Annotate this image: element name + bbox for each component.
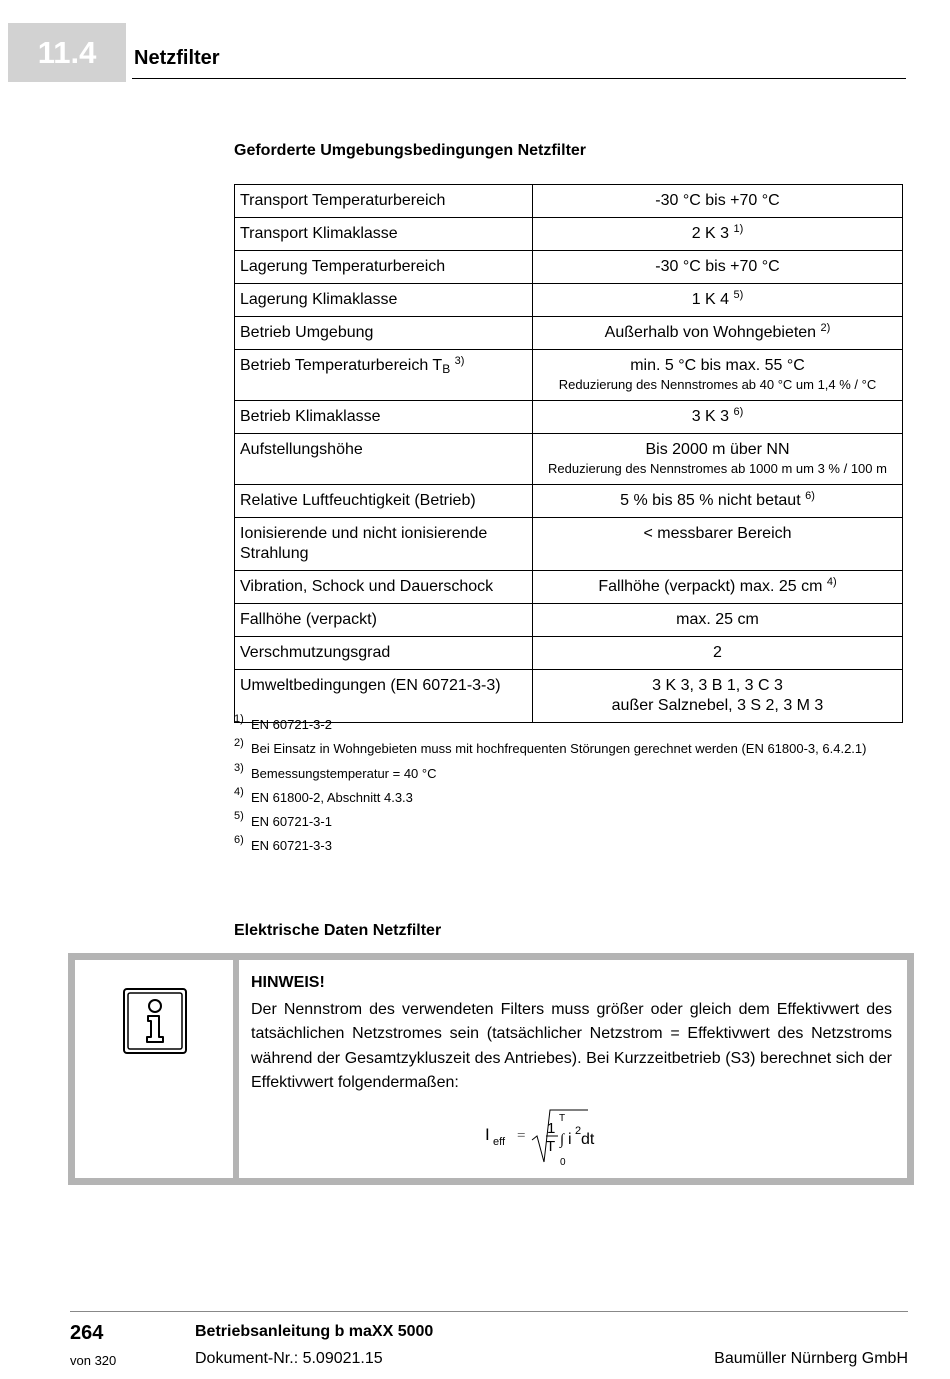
param-cell: [235, 284, 533, 317]
param-label: Ionisierende und nicht ionisierende Strahlung: [240, 525, 488, 562]
table-row: [235, 284, 903, 317]
formula-exponent: 2: [575, 1125, 582, 1137]
param-cell: [235, 670, 533, 723]
param-cell: [235, 185, 533, 218]
section-number-badge: 11.4: [8, 23, 126, 82]
table-row: [235, 350, 903, 401]
formula-denominator: T: [546, 1138, 556, 1155]
value-text: 2: [713, 644, 722, 661]
param-label: Vibration, Schock und Dauerschock: [240, 578, 494, 595]
value-text: 3 K 3: [691, 408, 730, 425]
footnote-number: 4): [234, 785, 244, 798]
table-row: [235, 637, 903, 670]
value-footnote-ref: 4): [826, 576, 837, 588]
param-footnote-ref: 3): [454, 355, 465, 367]
note-divider: [233, 960, 239, 1178]
param-cell: [235, 604, 533, 637]
footnote-text: EN 60721-3-1: [251, 814, 332, 830]
value-text: 5 % bis 85 % nicht betaut: [620, 492, 801, 509]
value-cell: [533, 317, 903, 350]
param-label: Umweltbedingungen (EN 60721-3-3): [240, 677, 501, 694]
value-text: 1 K 4: [691, 291, 730, 308]
value-cell: [533, 251, 903, 284]
param-label: Lagerung Klimaklasse: [240, 291, 398, 308]
value-text: -30 °C bis +70 °C: [655, 258, 780, 275]
table-row: [235, 317, 903, 350]
value-cell: [533, 284, 903, 317]
param-subscript: B: [442, 362, 451, 376]
company-name: Baumüller Nürnberg GmbH: [714, 1350, 908, 1367]
value-text: min. 5 °C bis max. 55 °C: [630, 357, 805, 374]
value-text: Fallhöhe (verpackt) max. 25 cm: [598, 578, 823, 595]
value-cell: [533, 670, 903, 723]
header-rule: [132, 78, 906, 79]
value-note: Reduzierung des Nennstromes ab 1000 m um 3 % / 100 m: [548, 461, 887, 476]
value-cell: [533, 350, 903, 401]
param-label: Fallhöhe (verpackt): [240, 611, 377, 628]
formula-equals: =: [517, 1128, 526, 1144]
param-label: Transport Klimaklasse: [240, 225, 398, 242]
param-cell: [235, 251, 533, 284]
value-cell: [533, 518, 903, 571]
integral-sign: ∫: [560, 1132, 565, 1148]
page-count: von 320: [70, 1353, 117, 1368]
table-row: [235, 518, 903, 571]
value-cell: [533, 637, 903, 670]
table-row: [235, 604, 903, 637]
param-cell: [235, 218, 533, 251]
footnote-text: Bei Einsatz in Wohngebieten muss mit hochfrequenten Störungen gerechnet werden (EN 61800-3, 6.4.2.1): [251, 741, 867, 757]
param-cell: [235, 317, 533, 350]
value-note: Reduzierung des Nennstromes ab 40 °C um 1,4 % / °C: [558, 377, 877, 392]
param-label: Transport Temperaturbereich: [240, 192, 446, 209]
formula-differential: dt: [581, 1131, 595, 1148]
electrical-data-heading: Elektrische Daten Netzfilter: [234, 922, 442, 939]
formula-upper-limit: T: [559, 1113, 566, 1124]
formula-numerator: 1: [547, 1120, 556, 1137]
table-row: [235, 571, 903, 604]
table-row: [235, 251, 903, 284]
footnote-number: 6): [234, 834, 244, 847]
value-footnote-ref: 1): [733, 223, 744, 235]
value-text: Bis 2000 m über NN: [645, 441, 790, 458]
value-cell: [533, 401, 903, 434]
note-body: Der Nennstrom des verwendeten Filters muss größer oder gleich dem Effektivwert des tatsächlichen Netzstromes sein (tatsächlicher Netzstrom = Effektivwert des Netzstroms während der Gesamtzykluszeit des Antriebes). Bei Kurzzeitbetrieb (S3) berechnet sich der Effektivwert folgendermaßen:: [251, 1001, 892, 1091]
env-conditions-table: [234, 184, 903, 723]
document-number: Dokument-Nr.: 5.09021.15: [195, 1350, 383, 1367]
value-text: 2 K 3: [691, 225, 730, 242]
value-text: max. 25 cm: [676, 611, 759, 628]
param-cell: [235, 434, 533, 485]
value-cell: [533, 185, 903, 218]
value-text: Außerhalb von Wohngebieten: [604, 324, 817, 341]
value-footnote-ref: 2): [820, 322, 831, 334]
param-cell: [235, 350, 533, 401]
param-label: Aufstellungshöhe: [240, 441, 363, 458]
footnote-text: EN 60721-3-3: [251, 838, 332, 854]
footnote-number: 2): [234, 737, 244, 750]
table-row: [235, 670, 903, 723]
table-row: [235, 185, 903, 218]
param-cell: [235, 637, 533, 670]
param-label: Betrieb Temperaturbereich T: [240, 357, 443, 374]
value-cell: [533, 218, 903, 251]
param-cell: [235, 401, 533, 434]
param-cell: [235, 518, 533, 571]
table-row: [235, 401, 903, 434]
formula-lhs: I: [485, 1125, 490, 1144]
table-row: [235, 218, 903, 251]
param-label: Betrieb Umgebung: [240, 324, 374, 341]
note-title: HINWEIS!: [251, 974, 325, 991]
formula-integrand: i: [568, 1131, 572, 1148]
footnote-number: 3): [234, 761, 244, 774]
footnote-text: EN 60721-3-2: [251, 717, 332, 732]
info-icon: [123, 988, 187, 1054]
param-cell: [235, 571, 533, 604]
value-cell: [533, 571, 903, 604]
value-text: < messbarer Bereich: [643, 525, 792, 542]
param-label: Betrieb Klimaklasse: [240, 408, 381, 425]
param-label: Relative Luftfeuchtigkeit (Betrieb): [240, 492, 476, 509]
table-row: [235, 485, 903, 518]
formula-lower-limit: 0: [560, 1157, 566, 1168]
value-text: 3 K 3, 3 B 1, 3 C 3: [652, 677, 783, 694]
value-footnote-ref: 6): [733, 406, 744, 418]
footnote-text: Bemessungstemperatur = 40 °C: [251, 765, 437, 781]
formula-lhs-sub: eff: [493, 1136, 506, 1148]
footnote-number: 1): [234, 713, 244, 725]
value-cell: [533, 434, 903, 485]
value-cell: [533, 485, 903, 518]
value-footnote-ref: 6): [805, 490, 815, 502]
value-line2: außer Salznebel, 3 S 2, 3 M 3: [611, 697, 824, 714]
table-row: [235, 434, 903, 485]
param-label: Lagerung Temperaturbereich: [240, 258, 446, 275]
footnote-text: EN 61800-2, Abschnitt 4.3.3: [251, 789, 413, 805]
value-text: -30 °C bis +70 °C: [655, 192, 780, 209]
value-cell: [533, 604, 903, 637]
rms-formula: [480, 1102, 630, 1168]
param-cell: [235, 485, 533, 518]
note-box: [68, 953, 914, 1185]
env-conditions-heading: Geforderte Umgebungsbedingungen Netzfilter: [234, 142, 587, 159]
footnote-number: 5): [234, 810, 244, 823]
value-footnote-ref: 5): [733, 289, 744, 301]
section-title: Netzfilter: [134, 47, 220, 69]
document-title: Betriebsanleitung b maXX 5000: [195, 1323, 434, 1340]
page-number: 264: [70, 1322, 104, 1344]
footer-rule: [70, 1311, 908, 1312]
param-label: Verschmutzungsgrad: [240, 644, 391, 661]
